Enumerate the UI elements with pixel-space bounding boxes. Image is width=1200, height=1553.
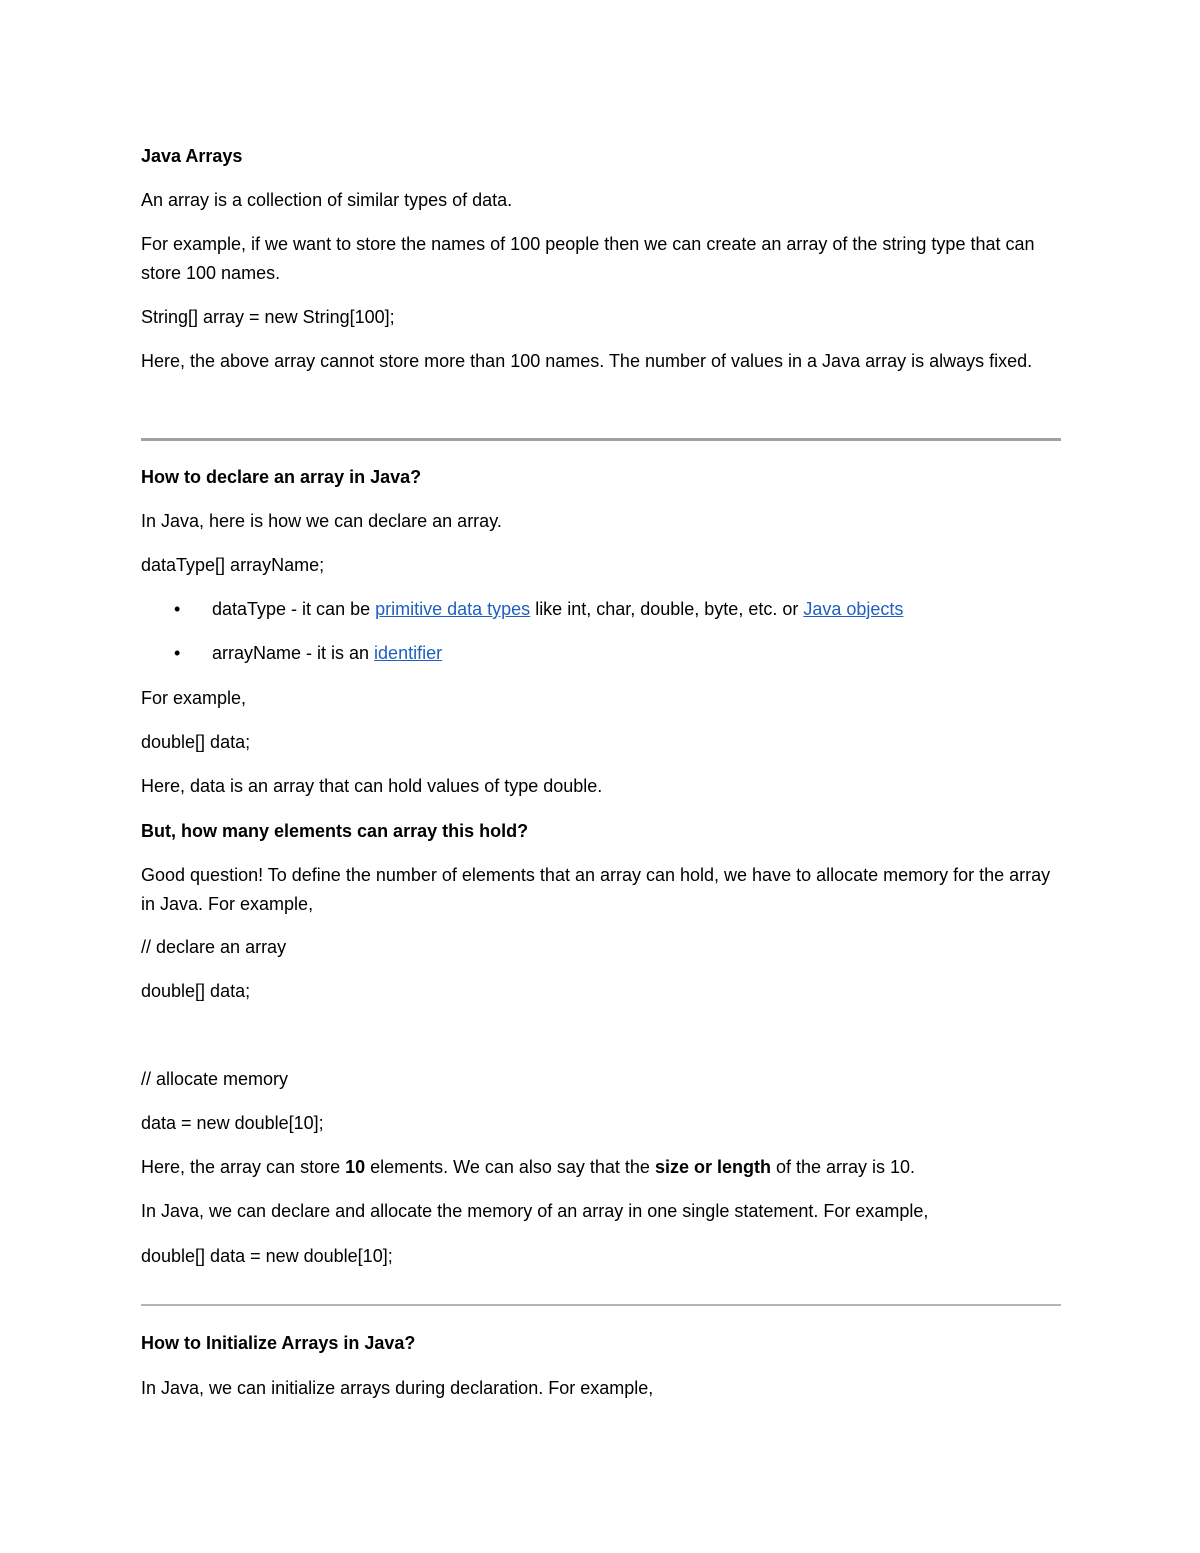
code-line: double[] data = new double[10]; (141, 1246, 393, 1266)
link-primitive-data-types[interactable]: primitive data types (375, 599, 531, 619)
code-line: data = new double[10]; (141, 1113, 324, 1133)
list-item-middle: like int, char, double, byte, etc. or (530, 599, 804, 619)
horizontal-rule (141, 438, 1061, 441)
code-comment: // declare an array (141, 937, 287, 957)
code-line: double[] data; (141, 981, 251, 1001)
paragraph: Here, data is an array that can hold values of type double. (141, 776, 603, 796)
bullet-icon: • (174, 643, 181, 663)
paragraph: For example, if we want to store the names of 100 people then we can create an array of the string type that can store 100 names. (141, 234, 1035, 283)
list-item-prefix: arrayName - it is an (212, 643, 375, 663)
link-identifier[interactable]: identifier (374, 643, 443, 663)
list-item-text (212, 639, 442, 668)
list-item-prefix: dataType - it can be (212, 599, 376, 619)
text-run-bold: size or length (654, 1157, 771, 1177)
paragraph: An array is a collection of similar types of data. (141, 190, 513, 210)
code-line: double[] data; (141, 732, 251, 752)
paragraph (141, 1153, 1061, 1182)
text-run: of the array is 10. (770, 1157, 916, 1177)
heading-initialize-arrays: How to Initialize Arrays in Java? (141, 1333, 416, 1353)
text-run: elements. We can also say that the (365, 1157, 655, 1177)
text-run-bold: 10 (345, 1157, 366, 1177)
paragraph: Here, the above array cannot store more than 100 names. The number of values in a Java array is always fixed. (141, 351, 1033, 371)
code-line: String[] array = new String[100]; (141, 307, 395, 327)
link-java-objects[interactable]: Java objects (803, 599, 904, 619)
paragraph: In Java, here is how we can declare an array. (141, 511, 502, 531)
paragraph: In Java, we can declare and allocate the memory of an array in one single statement. For example, (141, 1201, 929, 1221)
subheading: But, how many elements can array this hold? (141, 821, 529, 841)
heading-declare-array: How to declare an array in Java? (141, 467, 422, 487)
paragraph: In Java, we can initialize arrays during declaration. For example, (141, 1378, 654, 1398)
heading-java-arrays: Java Arrays (141, 146, 243, 166)
horizontal-rule (141, 1304, 1061, 1306)
list-item-text (212, 595, 903, 624)
code-line: dataType[] arrayName; (141, 555, 325, 575)
bullet-icon: • (174, 599, 181, 619)
paragraph: Good question! To define the number of elements that an array can hold, we have to allocate memory for the array in Java. For example, (141, 865, 1051, 914)
paragraph: For example, (141, 688, 247, 708)
code-comment: // allocate memory (141, 1069, 289, 1089)
text-run: Here, the array can store (141, 1157, 346, 1177)
